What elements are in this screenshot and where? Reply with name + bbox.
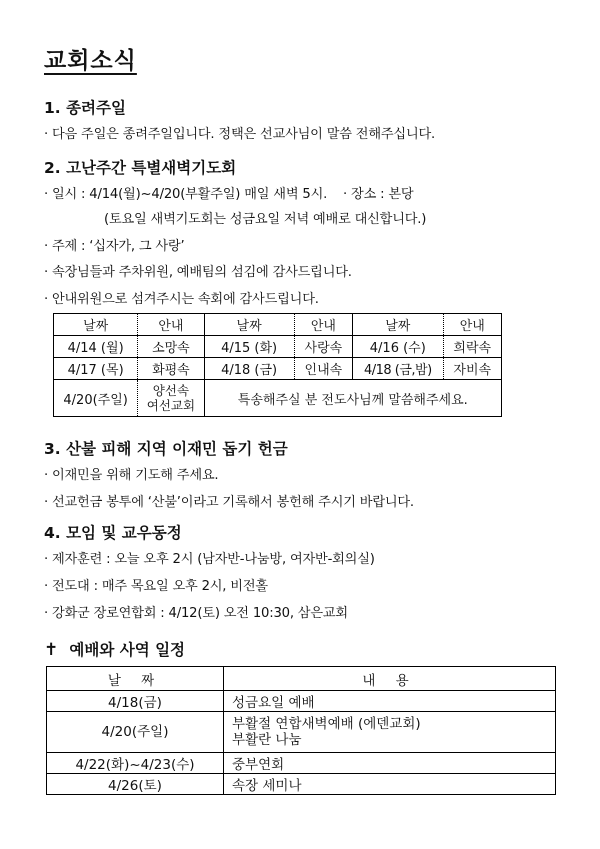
schedule-date: 4/22(화)~4/23(수) [47, 753, 224, 774]
schedule-content-line: 부활절 연합새벽예배 (에덴교회) [232, 716, 421, 732]
header-guide: 안내 [443, 314, 502, 336]
section-4-line-evangelism: · 전도대 : 매주 목요일 오후 2시, 비전홀 [44, 579, 268, 594]
table-cell: 4/20(주일) [54, 380, 138, 417]
section-2-line-thanks: · 속장님들과 주차위원, 예배팀의 섬김에 감사드립니다. [44, 265, 352, 280]
table-cell: 희락속 [443, 336, 502, 358]
table-row [47, 753, 556, 774]
table-cell: 4/18 (금,밤) [353, 358, 443, 380]
table-row [54, 314, 502, 336]
schedule-date: 4/20(주일) [47, 712, 224, 753]
section-2-line-schedule: · 일시 : 4/14(월)~4/20(부활주일) 매일 새벽 5시. · 장소 : 본당 [44, 187, 414, 202]
schedule-heading [44, 638, 185, 660]
header-guide: 안내 [138, 314, 204, 336]
table-row [54, 336, 502, 358]
schedule-date: 4/26(토) [47, 774, 224, 795]
header-date: 날 짜 [47, 667, 224, 691]
section-3-line-offering: · 선교헌금 봉투에 ‘산불’이라고 기록해서 봉헌해 주시기 바랍니다. [44, 495, 414, 510]
table-note: 특송해주실 분 전도사님께 말씀해주세요. [204, 380, 501, 417]
schedule-content [224, 712, 556, 753]
table-row [54, 380, 502, 417]
header-date: 날짜 [204, 314, 294, 336]
cross-icon: ✝ [44, 640, 59, 660]
table-cell: 4/18 (금) [204, 358, 294, 380]
table-cell: 4/14 (월) [54, 336, 138, 358]
schedule-table [46, 666, 556, 795]
guide-group: 양선속 [152, 383, 190, 398]
schedule-content-line: 부활란 나눔 [232, 732, 302, 748]
table-cell: 4/15 (화) [204, 336, 294, 358]
guide-group: 여선교회 [146, 398, 196, 413]
table-cell: 4/16 (수) [353, 336, 443, 358]
table-row [47, 774, 556, 795]
table-row [47, 712, 556, 753]
table-row [54, 358, 502, 380]
page-title: 교회소식 [44, 48, 137, 74]
section-4-line-elders: · 강화군 장로연합회 : 4/12(토) 오전 10:30, 삼은교회 [44, 606, 348, 621]
schedule-heading-text: 예배와 사역 일정 [69, 641, 186, 659]
section-4-line-discipleship: · 제자훈련 : 오늘 오후 2시 (남자반-나눔방, 여자반-회의실) [44, 552, 375, 567]
header-guide: 안내 [294, 314, 352, 336]
table-cell: 사랑속 [294, 336, 352, 358]
schedule-content: 성금요일 예배 [224, 691, 556, 712]
section-3-heading: 3. 산불 피해 지역 이재민 돕기 헌금 [44, 440, 288, 458]
schedule-date: 4/18(금) [47, 691, 224, 712]
section-2-line-note: (토요일 새벽기도회는 성금요일 저녁 예배로 대신합니다.) [104, 212, 427, 227]
header-date: 날짜 [54, 314, 138, 336]
table-row [47, 691, 556, 712]
section-4-heading: 4. 모임 및 교우동정 [44, 524, 182, 542]
section-1-line: · 다음 주일은 종려주일입니다. 정택은 선교사님이 말씀 전해주십니다. [44, 127, 436, 142]
table-cell: 화평속 [138, 358, 204, 380]
section-3-line-pray: · 이재민을 위해 기도해 주세요. [44, 468, 219, 483]
section-2-heading: 2. 고난주간 특별새벽기도회 [44, 159, 237, 177]
guide-table [53, 313, 502, 417]
schedule-content: 중부연회 [224, 753, 556, 774]
table-cell: 4/17 (목) [54, 358, 138, 380]
section-1-heading: 1. 종려주일 [44, 99, 126, 117]
table-cell-two-groups [138, 380, 204, 417]
schedule-content: 속장 세미나 [224, 774, 556, 795]
header-date: 날짜 [353, 314, 443, 336]
header-content: 내 용 [224, 667, 556, 691]
section-2-line-guides: · 안내위원으로 섬겨주시는 속회에 감사드립니다. [44, 292, 319, 307]
table-cell: 자비속 [443, 358, 502, 380]
table-cell: 인내속 [294, 358, 352, 380]
section-2-line-theme: · 주제 : ‘십자가, 그 사랑’ [44, 239, 185, 254]
table-cell: 소망속 [138, 336, 204, 358]
table-row [47, 667, 556, 691]
